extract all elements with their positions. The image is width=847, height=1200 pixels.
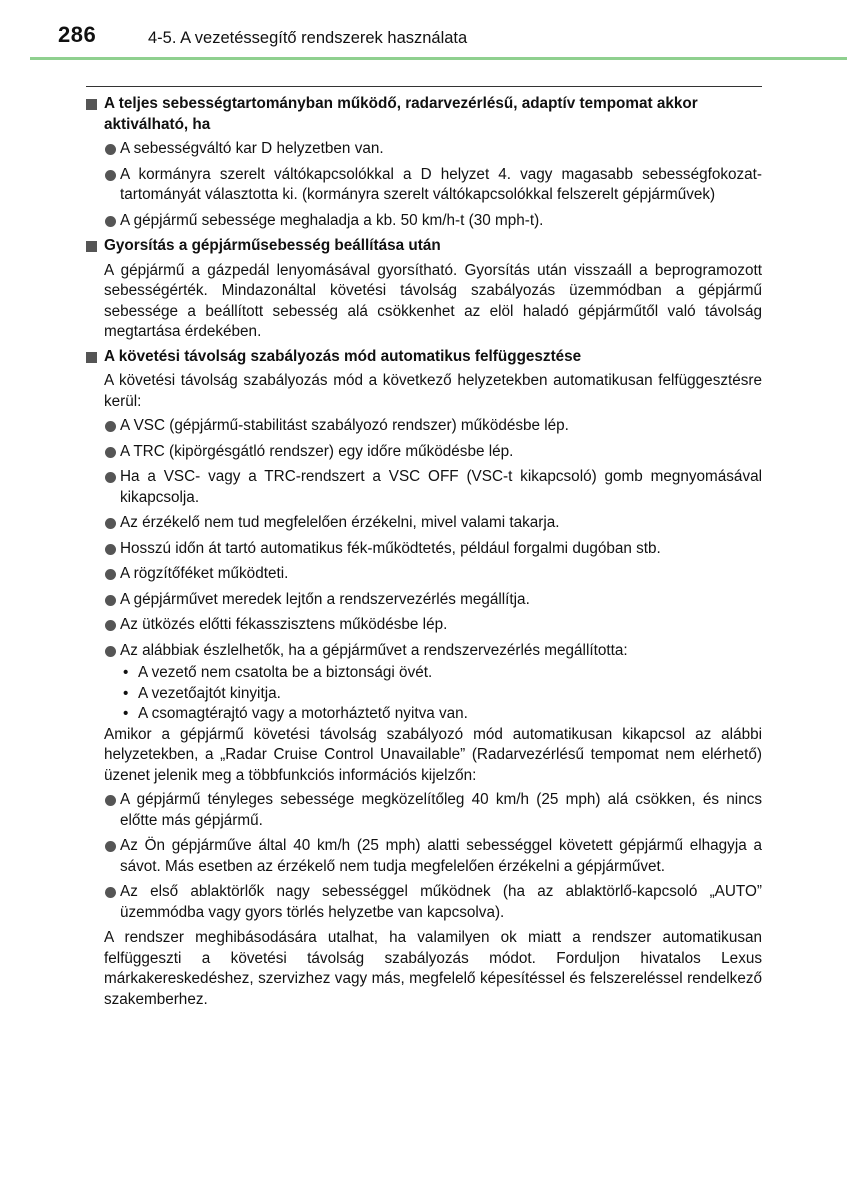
list-item-text: A rögzítőféket működteti. [120, 565, 289, 582]
list-item [86, 641, 762, 662]
square-bullet-icon [86, 99, 97, 110]
section-title: 4-5. A vezetéssegítő rendszerek használata [148, 29, 468, 47]
list-item-text: Az első ablaktörlők nagy sebességgel működnek (ha az ablaktörlő-kapcsoló „AUTO” üzemmódba vagy gyors törlés helyzetbe van kapcsolva). [120, 883, 762, 921]
circle-bullet-icon [105, 887, 116, 898]
sub-list-item [86, 663, 762, 684]
small-dot-icon: • [123, 705, 129, 722]
list-item [86, 882, 762, 923]
section-heading-text: A teljes sebességtartományban működő, radarvezérlésű, adaptív tempomat akkor aktiválható, ha [104, 95, 698, 133]
sub-list-item-text: A vezetőajtót kinyitja. [138, 684, 281, 702]
list-item-text: Az Ön gépjárműve által 40 km/h (25 mph) alatti sebességgel követett gépjármű elhagyja a sávot. Más esetben az érzékelő nem tudja megfelelően érzékelni a gépjárművet. [120, 837, 762, 875]
circle-bullet-icon [105, 472, 116, 483]
list-item [86, 165, 762, 206]
circle-bullet-icon [105, 544, 116, 555]
section-heading [86, 347, 762, 368]
circle-bullet-icon [105, 170, 116, 181]
list-item-text: Az ütközés előtti fékasszisztens működésbe lép. [120, 616, 448, 633]
paragraph: A rendszer meghibásodására utalhat, ha valamilyen ok miatt a rendszer automatikusan felfüggeszti a követési távolság szabályozás módot. Forduljon hivatalos Lexus márkakereskedéshez, szervizhez vagy más, megfelelő képesítéssel és felszereléssel rendelkező szakemberhez. [104, 929, 762, 1008]
sub-list-item [86, 704, 762, 725]
square-bullet-icon [86, 241, 97, 252]
list-item [86, 467, 762, 508]
paragraph: A követési távolság szabályozás mód a következő helyzetekben automatikusan felfüggesztésre kerül: [104, 372, 762, 410]
list-item [86, 564, 762, 585]
page-number: 286 [58, 22, 97, 47]
list-item [86, 442, 762, 463]
list-item [86, 416, 762, 437]
circle-bullet-icon [105, 518, 116, 529]
circle-bullet-icon [105, 841, 116, 852]
section-heading-text: A követési távolság szabályozás mód automatikus felfüggesztése [104, 347, 582, 365]
section-heading-text: Gyorsítás a gépjárműsebesség beállítása után [104, 237, 441, 254]
circle-bullet-icon [105, 421, 116, 432]
list-item-text: Ha a VSC- vagy a TRC-rendszert a VSC OFF (VSC-t kikapcsoló) gomb megnyomásával kikapcsolja. [120, 468, 762, 506]
list-item-text: A kormányra szerelt váltókapcsolókkal a D helyzet 4. vagy magasabb sebességfokozat-tartományát választotta ki. (kormányra szerelt váltókapcsolókkal felszerelt gépjárművek) [120, 165, 762, 203]
list-item-text: A gépjármű sebessége meghaladja a kb. 50 km/h-t (30 mph-t). [120, 211, 544, 229]
list-item [86, 836, 762, 877]
circle-bullet-icon [105, 216, 116, 227]
sub-list-item-text: A csomagtérajtó vagy a motorháztető nyitva van. [138, 705, 468, 722]
list-item-text: Az érzékelő nem tud megfelelően érzékelni, mivel valami takarja. [120, 514, 560, 531]
small-dot-icon: • [123, 684, 129, 702]
list-item [86, 211, 762, 232]
circle-bullet-icon [105, 447, 116, 458]
list-item-text: A gépjármű tényleges sebessége megközelítőleg 40 km/h (25 mph) alá csökken, és nincs előtte más gépjármű. [120, 791, 762, 829]
circle-bullet-icon [105, 620, 116, 631]
circle-bullet-icon [105, 595, 116, 606]
small-dot-icon: • [123, 664, 129, 681]
list-item-text: A sebességváltó kar D helyzetben van. [120, 140, 384, 157]
list-item-text: A TRC (kipörgésgátló rendszer) egy időre működésbe lép. [120, 442, 514, 460]
circle-bullet-icon [105, 646, 116, 657]
section-heading [86, 236, 762, 257]
list-item [86, 139, 762, 160]
square-bullet-icon [86, 352, 97, 363]
content [86, 86, 762, 1014]
section-heading [86, 94, 762, 135]
list-item [86, 539, 762, 560]
list-item [86, 513, 762, 534]
circle-bullet-icon [105, 569, 116, 580]
sub-list-item [86, 684, 762, 705]
list-item [86, 790, 762, 831]
header-rule [30, 57, 847, 60]
paragraph: Amikor a gépjármű követési távolság szabályozó mód automatikusan kikapcsol az alábbi helyzetekben, a „Radar Cruise Control Unavailable” (Radarvezérlésű tempomat nem elérhető) üzenet jelenik meg a többfunkciós információs kijelzőn: [104, 725, 762, 784]
circle-bullet-icon [105, 795, 116, 806]
paragraph: A gépjármű a gázpedál lenyomásával gyorsítható. Gyorsítás után visszaáll a beprogramozott sebességérték. Mindazonáltal követési távolság szabályozás üzemmódban a gépjármű sebessége a beállított sebesség alá csökkenhet az elöl haladó gépjárműtől való távolság megtartása érdekében. [104, 261, 762, 340]
sub-list-item-text: A vezető nem csatolta be a biztonsági övét. [138, 664, 433, 681]
list-item-text: Az alábbiak észlelhetők, ha a gépjárművet a rendszervezérlés megállította: [120, 641, 628, 659]
list-item-text: A gépjárművet meredek lejtőn a rendszervezérlés megállítja. [120, 590, 530, 608]
circle-bullet-icon [105, 144, 116, 155]
list-item-text: Hosszú időn át tartó automatikus fék-működtetés, például forgalmi dugóban stb. [120, 539, 661, 557]
list-item [86, 590, 762, 611]
page-header [0, 0, 847, 60]
list-item [86, 615, 762, 636]
list-item-text: A VSC (gépjármű-stabilitást szabályozó rendszer) működésbe lép. [120, 417, 569, 434]
